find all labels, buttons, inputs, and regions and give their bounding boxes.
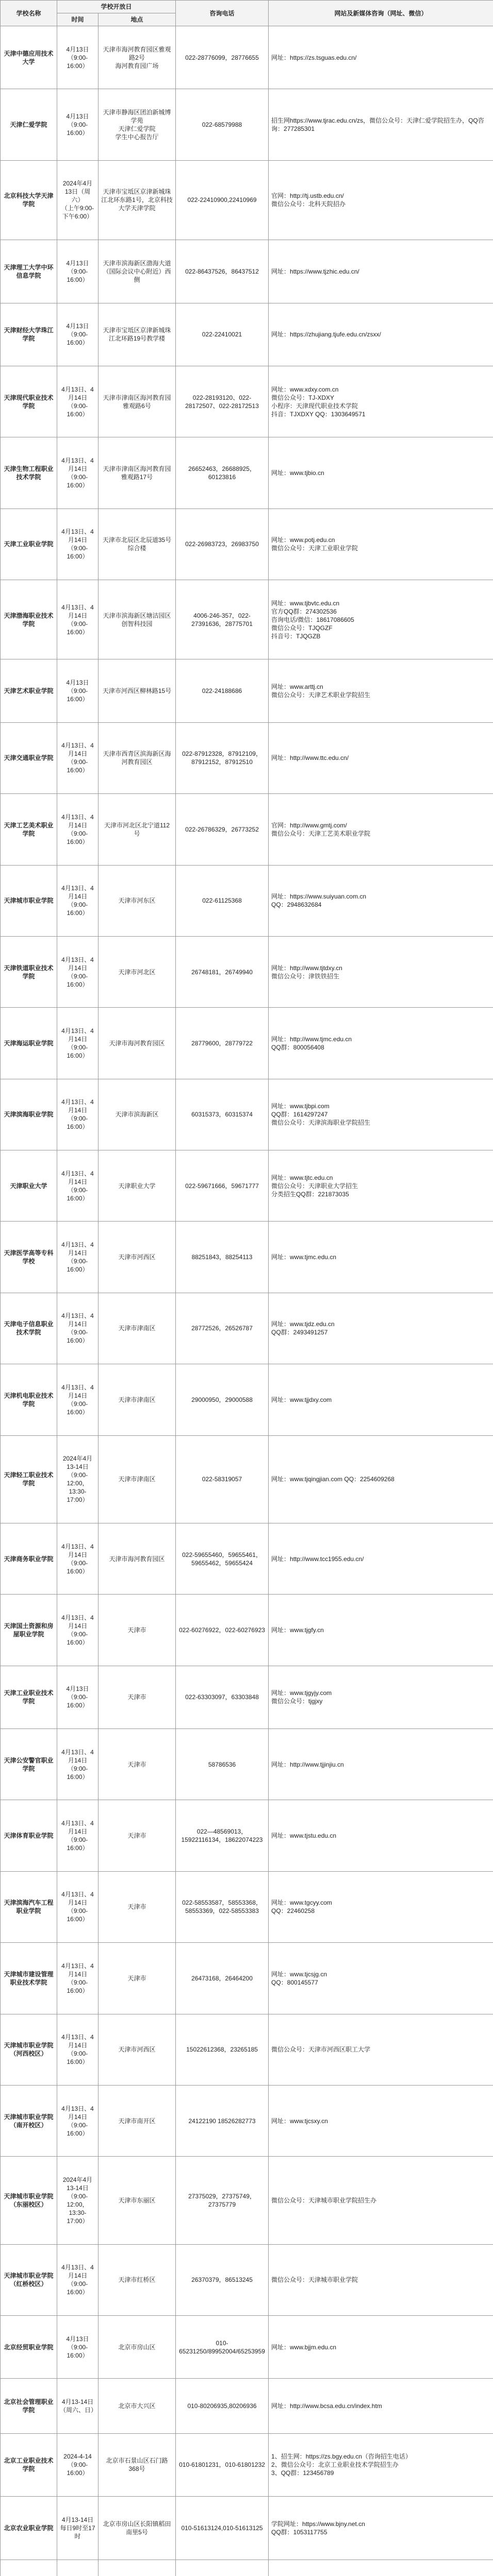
time-cell: 4月13日、4月14日 （9:00-16:00） xyxy=(57,1222,98,1293)
time-cell: 4月13日、4月14日 （9:00-16:00） xyxy=(57,2085,98,2156)
web-cell[interactable]: 网址：http://www.tjjinjiu.cn xyxy=(269,1729,493,1800)
school-cell: 天津仁爱学院 xyxy=(1,89,57,160)
table-row xyxy=(1,509,493,580)
school-cell: 天津机电职业技术学院 xyxy=(1,1364,57,1435)
web-cell[interactable]: 微信公众号：天津市河西区职工大学 xyxy=(269,2014,493,2085)
school-cell: 天津城市职业学院 xyxy=(1,865,57,936)
table-row xyxy=(1,722,493,793)
school-cell: 天津理工大学中环信息学院 xyxy=(1,240,57,303)
time-cell: 4月13日、4月14日 （9:00-16:00） xyxy=(57,794,98,865)
school-cell: 北京社会管理职业学院 xyxy=(1,2379,57,2433)
school-cell: 天津职业大学 xyxy=(1,1150,57,1222)
addr-cell: 天津市河西区柳林路15号 xyxy=(98,659,176,722)
phone-cell: 27375029，27375749，27375779 xyxy=(176,2157,269,2244)
table-row xyxy=(1,2379,493,2433)
phone-cell: 24122190 18526282773 xyxy=(176,2085,269,2156)
time-cell: 4月13-14日 （周六、日） xyxy=(57,2379,98,2433)
addr-cell: 天津市津南区 xyxy=(98,1435,176,1523)
table-row xyxy=(1,580,493,659)
web-cell[interactable]: 网址：https://zs.tsguas.edu.cn/ xyxy=(269,26,493,89)
web-cell[interactable]: 网址：http://www.tjmc.edu.cn QQ群：800056408 xyxy=(269,1008,493,1079)
phone-cell: 010-65231250/89952004/65253959 xyxy=(176,2316,269,2379)
school-cell: 天津国土资源和房屋职业学院 xyxy=(1,1595,57,1666)
web-cell[interactable]: 网址：www.tjgfy.cn xyxy=(269,1595,493,1666)
web-cell[interactable]: 网址：https://zhujiang.tjufe.edu.cn/zsxx/ xyxy=(269,303,493,366)
school-cell: 天津滨海汽车工程职业学院 xyxy=(1,1871,57,1942)
table-row xyxy=(1,1666,493,1728)
time-cell xyxy=(57,2560,98,2576)
table-row xyxy=(1,1523,493,1594)
time-cell: 2024年4月13-14日 （9:00-12:00，13:30-17:00） xyxy=(57,2157,98,2244)
phone-cell: 010-51613124,010-51613125 xyxy=(176,2497,269,2560)
school-cell xyxy=(1,2560,57,2576)
web-cell[interactable]: 网址：http://www.ttc.edu.cn/ xyxy=(269,722,493,793)
table-row xyxy=(1,794,493,865)
web-cell[interactable]: 网址：www.tjgyjy.com 微信公众号：tjgjxy xyxy=(269,1666,493,1728)
time-cell: 4月13日、4月14日 （9:00-16:00） xyxy=(57,366,98,437)
table-row xyxy=(1,2316,493,2379)
phone-cell: 022-26786329，26773252 xyxy=(176,794,269,865)
addr-cell: 天津市津南区 xyxy=(98,1364,176,1435)
school-cell: 天津城市职业学院（南开校区） xyxy=(1,2085,57,2156)
addr-cell: 北京市石景山区石门路368号 xyxy=(98,2433,176,2496)
phone-cell: 022-86437526，86437512 xyxy=(176,240,269,303)
table-row xyxy=(1,303,493,366)
web-cell[interactable]: 网址：www.bjjm.edu.cn xyxy=(269,2316,493,2379)
phone-cell: 26473168，26464200 xyxy=(176,1943,269,2014)
school-cell: 天津商务职业学院 xyxy=(1,1523,57,1594)
time-cell: 4月13日 （9:00-16:00） xyxy=(57,303,98,366)
header-event: 学校开放日 xyxy=(57,1,176,13)
web-cell[interactable]: 网址：www.tjstu.edu.cn xyxy=(269,1800,493,1871)
table-row xyxy=(1,366,493,437)
time-cell: 4月13日、4月14日 （9:00-16:00） xyxy=(57,580,98,659)
time-cell: 4月13日、4月14日 （9:00-16:00） xyxy=(57,509,98,580)
phone-cell: 60315373，60315374 xyxy=(176,1079,269,1150)
addr-cell: 北京市房山区长阳镇稻田南里5号 xyxy=(98,2497,176,2560)
table-row xyxy=(1,1364,493,1435)
web-cell[interactable]: 官网：http://tj.ustb.edu.cn/ 微信公众号：北科天院招办 xyxy=(269,160,493,240)
web-cell[interactable]: 网址：www.tgcyy.com QQ：22460258 xyxy=(269,1871,493,1942)
phone-cell: 010-80206935,80206936 xyxy=(176,2379,269,2433)
addr-cell: 天津市海河教育园区 xyxy=(98,1008,176,1079)
addr-cell: 天津市 xyxy=(98,1800,176,1871)
addr-cell: 天津市东丽区 xyxy=(98,2157,176,2244)
time-cell: 4月13日、4月14日 （9:00-16:00） xyxy=(57,1008,98,1079)
time-cell: 4月13日、4月14日 （9:00-16:00） xyxy=(57,1523,98,1594)
table-row xyxy=(1,1293,493,1364)
table-row xyxy=(1,865,493,936)
phone-cell: 58786536 xyxy=(176,1729,269,1800)
addr-cell: 天津市海河教育园区 xyxy=(98,1523,176,1594)
addr-cell xyxy=(98,2560,176,2576)
addr-cell: 天津市宝坻区京津新城珠江北环路19号教学楼 xyxy=(98,303,176,366)
addr-cell: 天津市津南区海河教育园雅观路17号 xyxy=(98,437,176,509)
time-cell: 4月13日、4月14日 （9:00-16:00） xyxy=(57,1150,98,1222)
table-row xyxy=(1,160,493,240)
time-cell: 2024年4月13日（周六） （上午9:00-下午6:00） xyxy=(57,160,98,240)
school-cell: 北京工业职业技术学院 xyxy=(1,2433,57,2496)
table-row xyxy=(1,1150,493,1222)
school-cell: 天津海运职业学院 xyxy=(1,1008,57,1079)
web-cell[interactable]: 网址：www.xdxy.com.cn 微信公众号：TJ-XDXY 小程序：天津现代职业技术学院 抖音：TJXDXY QQ：1303649571 xyxy=(269,366,493,437)
school-cell: 天津城市职业学院（河西校区） xyxy=(1,2014,57,2085)
time-cell: 4月13日、4月14日 （9:00-16:00） xyxy=(57,1729,98,1800)
addr-cell: 天津市津南区海河教育园雅观路6号 xyxy=(98,366,176,437)
web-cell[interactable]: 网址：http://www.tcc1955.edu.cn/ xyxy=(269,1523,493,1594)
school-cell: 天津渤海职业技术学院 xyxy=(1,580,57,659)
table-row xyxy=(1,1435,493,1523)
school-cell: 天津电子信息职业技术学院 xyxy=(1,1293,57,1364)
web-cell[interactable]: 网址：www.tjcsjg.cn QQ：800145577 xyxy=(269,1943,493,2014)
phone-cell: 022—48569013，15922116134，18622074223 xyxy=(176,1800,269,1871)
table-row xyxy=(1,2085,493,2156)
table-row xyxy=(1,89,493,160)
phone-cell: 26370379，86513245 xyxy=(176,2244,269,2315)
web-cell[interactable]: 网址：www.tjbvtc.edu.cn 官方QQ群：274302536 咨询电话/微信：18617086605 微信公众号：TJQGZF 抖音号：TJQGZB xyxy=(269,580,493,659)
addr-cell: 天津市 xyxy=(98,1871,176,1942)
time-cell: 4月13日、4月14日 （9:00-16:00） xyxy=(57,722,98,793)
phone-cell: 29000950，29000588 xyxy=(176,1364,269,1435)
phone-cell: 022-61125368 xyxy=(176,865,269,936)
phone-cell: 022-87912328，87912109，87912152，87912510 xyxy=(176,722,269,793)
phone-cell: 022-22410021 xyxy=(176,303,269,366)
time-cell: 2024年4月13-14日 （9:00-12:00，13:30-17:00） xyxy=(57,1435,98,1523)
school-cell: 天津公安警官职业学院 xyxy=(1,1729,57,1800)
table-row xyxy=(1,1729,493,1800)
time-cell: 4月13日 （9:00-16:00） xyxy=(57,1666,98,1728)
addr-cell: 北京市大兴区 xyxy=(98,2379,176,2433)
phone-cell: 88251843，88254113 xyxy=(176,1222,269,1293)
time-cell: 4月13日、4月14日 （9:00-16:00） xyxy=(57,1800,98,1871)
time-cell: 4月13日、4月14日 （9:00-16:00） xyxy=(57,1079,98,1150)
web-cell[interactable]: 网址：www.tjtc.edu.cn 微信公众号：天津职业大学招生 分类招生QQ群：221873035 xyxy=(269,1150,493,1222)
phone-cell: 28779600，28779722 xyxy=(176,1008,269,1079)
school-cell: 天津艺术职业学院 xyxy=(1,659,57,722)
school-cell: 北京经贸职业学院 xyxy=(1,2316,57,2379)
addr-cell: 天津职业大学 xyxy=(98,1150,176,1222)
phone-cell: 26652463，26688925，60123816 xyxy=(176,437,269,509)
phone-cell: 022-22410900,22410969 xyxy=(176,160,269,240)
phone-cell: 022-58553587，58553368，58553369，022-58553383 xyxy=(176,1871,269,1942)
phone-cell xyxy=(176,2560,269,2576)
table-body xyxy=(1,26,493,2576)
school-cell: 天津体育职业学院 xyxy=(1,1800,57,1871)
addr-cell: 天津市北辰区北辰道35号综合楼 xyxy=(98,509,176,580)
web-cell[interactable]: 网址：www.tjdz.edu.cn QQ群：2493491257 xyxy=(269,1293,493,1364)
addr-cell: 天津市静海区团泊新城博学苑 天津仁爱学院 学生中心报告厅 xyxy=(98,89,176,160)
time-cell: 4月13日、4月14日 （9:00-16:00） xyxy=(57,865,98,936)
web-cell[interactable]: 网址：http://www.bcsa.edu.cn/index.htm xyxy=(269,2379,493,2433)
header-addr: 地点 xyxy=(98,13,176,26)
phone-cell: 26748181，26749940 xyxy=(176,936,269,1007)
school-cell: 北京农业职业学院 xyxy=(1,2497,57,2560)
table-row xyxy=(1,2497,493,2560)
addr-cell: 天津市津南区 xyxy=(98,1293,176,1364)
header-web: 网站及新媒体咨询（网址、微信） xyxy=(269,1,493,26)
table-row xyxy=(1,240,493,303)
phone-cell: 022-59671666，59671777 xyxy=(176,1150,269,1222)
header-time: 时间 xyxy=(57,13,98,26)
addr-cell: 天津市河西区 xyxy=(98,1222,176,1293)
table-row xyxy=(1,1595,493,1666)
web-cell[interactable]: 网址：www.tjcsxy.cn xyxy=(269,2085,493,2156)
table-row xyxy=(1,2560,493,2576)
web-cell[interactable]: 招生网https://www.tjrac.edu.cn/zs，微信公众号：天津仁爱学院招生办，QQ咨询：277285301 xyxy=(269,89,493,160)
phone-cell: 4006-246-357，022-27391636，28775701 xyxy=(176,580,269,659)
addr-cell: 天津市 xyxy=(98,1943,176,2014)
addr-cell: 天津市宝坻区京津新城珠江北环东路1号，北京科技大学天津学院 xyxy=(98,160,176,240)
time-cell: 4月13日、4月14日 （9:00-16:00） xyxy=(57,1595,98,1666)
addr-cell: 天津市滨海新区塘沽园区创智科技园 xyxy=(98,580,176,659)
header-school: 学校名称 xyxy=(1,1,57,26)
table-row xyxy=(1,659,493,722)
web-cell[interactable]: 1、招生网：https://zs.bgy.edu.cn（咨询招生电话） 2、微信公众号：北京工业职业技术学院招生办 3、QQ群：123456789 xyxy=(269,2433,493,2496)
table-row xyxy=(1,1079,493,1150)
addr-cell: 天津市 xyxy=(98,1666,176,1728)
phone-cell: 022-60276922，022-60276923 xyxy=(176,1595,269,1666)
table-row xyxy=(1,1943,493,2014)
web-cell[interactable]: 网址：www.tjjdxy.com xyxy=(269,1364,493,1435)
time-cell: 4月13日 （9:00-16:00） xyxy=(57,26,98,89)
web-cell[interactable]: 网址：www.potj.edu.cn 微信公众号：天津工业职业学院 xyxy=(269,509,493,580)
school-cell: 天津铁道职业技术学院 xyxy=(1,936,57,1007)
web-cell[interactable]: 网址：www.tjbpi.com QQ群：1614297247 微信公众号：天津滨海职业学院招生 xyxy=(269,1079,493,1150)
table-row xyxy=(1,2244,493,2315)
web-cell[interactable]: 网址：https://www.suiyuan.com.cn QQ：2948632684 xyxy=(269,865,493,936)
phone-cell: 022-68579988 xyxy=(176,89,269,160)
phone-cell: 022-63303097，63303848 xyxy=(176,1666,269,1728)
school-cell: 天津现代职业技术学院 xyxy=(1,366,57,437)
time-cell: 4月13日 （9:00-16:00） xyxy=(57,240,98,303)
phone-cell: 022-59655460，59655461，59655462，59655424 xyxy=(176,1523,269,1594)
school-cell: 天津城市职业学院（红桥校区） xyxy=(1,2244,57,2315)
addr-cell: 北京市房山区 xyxy=(98,2316,176,2379)
web-cell[interactable]: 微信公众号：天津城市职业学院招生办 xyxy=(269,2157,493,2244)
phone-cell: 022-28776099，28776655 xyxy=(176,26,269,89)
table-row xyxy=(1,437,493,509)
school-cell: 天津工艺美术职业学院 xyxy=(1,794,57,865)
addr-cell: 天津市海河教育园区雅观路2号 海河教育园广场 xyxy=(98,26,176,89)
table-row xyxy=(1,1800,493,1871)
phone-cell: 022-24188686 xyxy=(176,659,269,722)
time-cell: 4月13日、4月14日 （9:00-16:00） xyxy=(57,1293,98,1364)
web-cell[interactable]: 网址：https://www.tjzhic.edu.cn/ xyxy=(269,240,493,303)
table-row xyxy=(1,2157,493,2244)
time-cell: 4月13日 （9:00-16:00） xyxy=(57,659,98,722)
school-cell: 天津城市职业学院（东丽校区） xyxy=(1,2157,57,2244)
addr-cell: 天津市红桥区 xyxy=(98,2244,176,2315)
school-cell: 天津医学高等专科学校 xyxy=(1,1222,57,1293)
web-cell[interactable]: 网址：www.tjbio.cn xyxy=(269,437,493,509)
phone-cell: 022-26983723，26983750 xyxy=(176,509,269,580)
time-cell: 4月13日、4月14日 （9:00-16:00） xyxy=(57,2014,98,2085)
phone-cell: 15022612368，23265185 xyxy=(176,2014,269,2085)
time-cell: 4月13日 （9:00-16:00） xyxy=(57,2316,98,2379)
school-cell: 北京科技大学天津学院 xyxy=(1,160,57,240)
time-cell: 4月13日、4月14日 （9:00-16:00） xyxy=(57,1364,98,1435)
table-row xyxy=(1,1871,493,1942)
phone-cell: 022-58319057 xyxy=(176,1435,269,1523)
web-cell[interactable]: 学院网址：https://www.bjny.net.cn QQ群：1053117755 xyxy=(269,2497,493,2560)
addr-cell: 天津市西青区滨海新区海河教育园区 xyxy=(98,722,176,793)
web-cell[interactable]: 微信公众号：天津城市职业学院 xyxy=(269,2244,493,2315)
time-cell: 2024-4-14 （9:00-16:00） xyxy=(57,2433,98,2496)
addr-cell: 天津市河西区 xyxy=(98,2014,176,2085)
school-cell: 天津交通职业学院 xyxy=(1,722,57,793)
school-cell: 天津滨海职业学院 xyxy=(1,1079,57,1150)
addr-cell: 天津市河东区 xyxy=(98,865,176,936)
phone-cell: 28772526，26526787 xyxy=(176,1293,269,1364)
addr-cell: 天津市滨海新区渤海大道（国际会议中心附近）西侧 xyxy=(98,240,176,303)
time-cell: 4月13日 （9:00-16:00） xyxy=(57,89,98,160)
school-cell: 天津城市建设管理职业技术学院 xyxy=(1,1943,57,2014)
time-cell: 4月13日、4月14日 （9:00-16:00） xyxy=(57,1943,98,2014)
web-cell[interactable]: 官网：http://www.gmtj.com/ 微信公众号：天津工艺美术职业学院 xyxy=(269,794,493,865)
school-cell: 天津财经大学珠江学院 xyxy=(1,303,57,366)
table-row xyxy=(1,1008,493,1079)
time-cell: 4月13日、4月14日 （9:00-16:00） xyxy=(57,437,98,509)
phone-cell: 010-61801231，010-61801232 xyxy=(176,2433,269,2496)
addr-cell: 天津市 xyxy=(98,1595,176,1666)
header-row xyxy=(1,1,493,13)
school-cell: 天津生物工程职业技术学院 xyxy=(1,437,57,509)
web-cell[interactable]: 网址：www.tjmc.edu.cn xyxy=(269,1222,493,1293)
school-cell: 天津中德应用技术大学 xyxy=(1,26,57,89)
phone-cell: 022-28193120、022-28172507、022-28172513 xyxy=(176,366,269,437)
addr-cell: 天津市河北区 xyxy=(98,936,176,1007)
web-cell[interactable] xyxy=(269,2560,493,2576)
table-row xyxy=(1,2433,493,2496)
time-cell: 4月13日、4月14日 （9:00-16:00） xyxy=(57,1871,98,1942)
addr-cell: 天津市河北区北宁道112号 xyxy=(98,794,176,865)
table-row xyxy=(1,936,493,1007)
table-row xyxy=(1,26,493,89)
school-cell: 天津工业职业技术学院 xyxy=(1,1666,57,1728)
addr-cell: 天津市滨海新区 xyxy=(98,1079,176,1150)
web-cell[interactable]: 网址：www.arttj.cn 微信公众号：天津艺术职业学院招生 xyxy=(269,659,493,722)
table-row xyxy=(1,2014,493,2085)
school-cell: 天津轻工职业技术学院 xyxy=(1,1435,57,1523)
web-cell[interactable]: 网址：www.tjqingjian.com QQ：2254609268 xyxy=(269,1435,493,1523)
web-cell[interactable]: 网址：http://www.tjtdxy.cn 微信公众号：津铁铁招生 xyxy=(269,936,493,1007)
header-phone: 咨询电话 xyxy=(176,1,269,26)
addr-cell: 天津市 xyxy=(98,1729,176,1800)
time-cell: 4月13日、4月14日 （9:00-16:00） xyxy=(57,936,98,1007)
addr-cell: 天津市南开区 xyxy=(98,2085,176,2156)
table-row xyxy=(1,1222,493,1293)
time-cell: 4月13日、4月14日 （9:00-16:00） xyxy=(57,2244,98,2315)
time-cell: 4月13-14日 每日9时至17时 xyxy=(57,2497,98,2560)
school-cell: 天津工业职业学院 xyxy=(1,509,57,580)
